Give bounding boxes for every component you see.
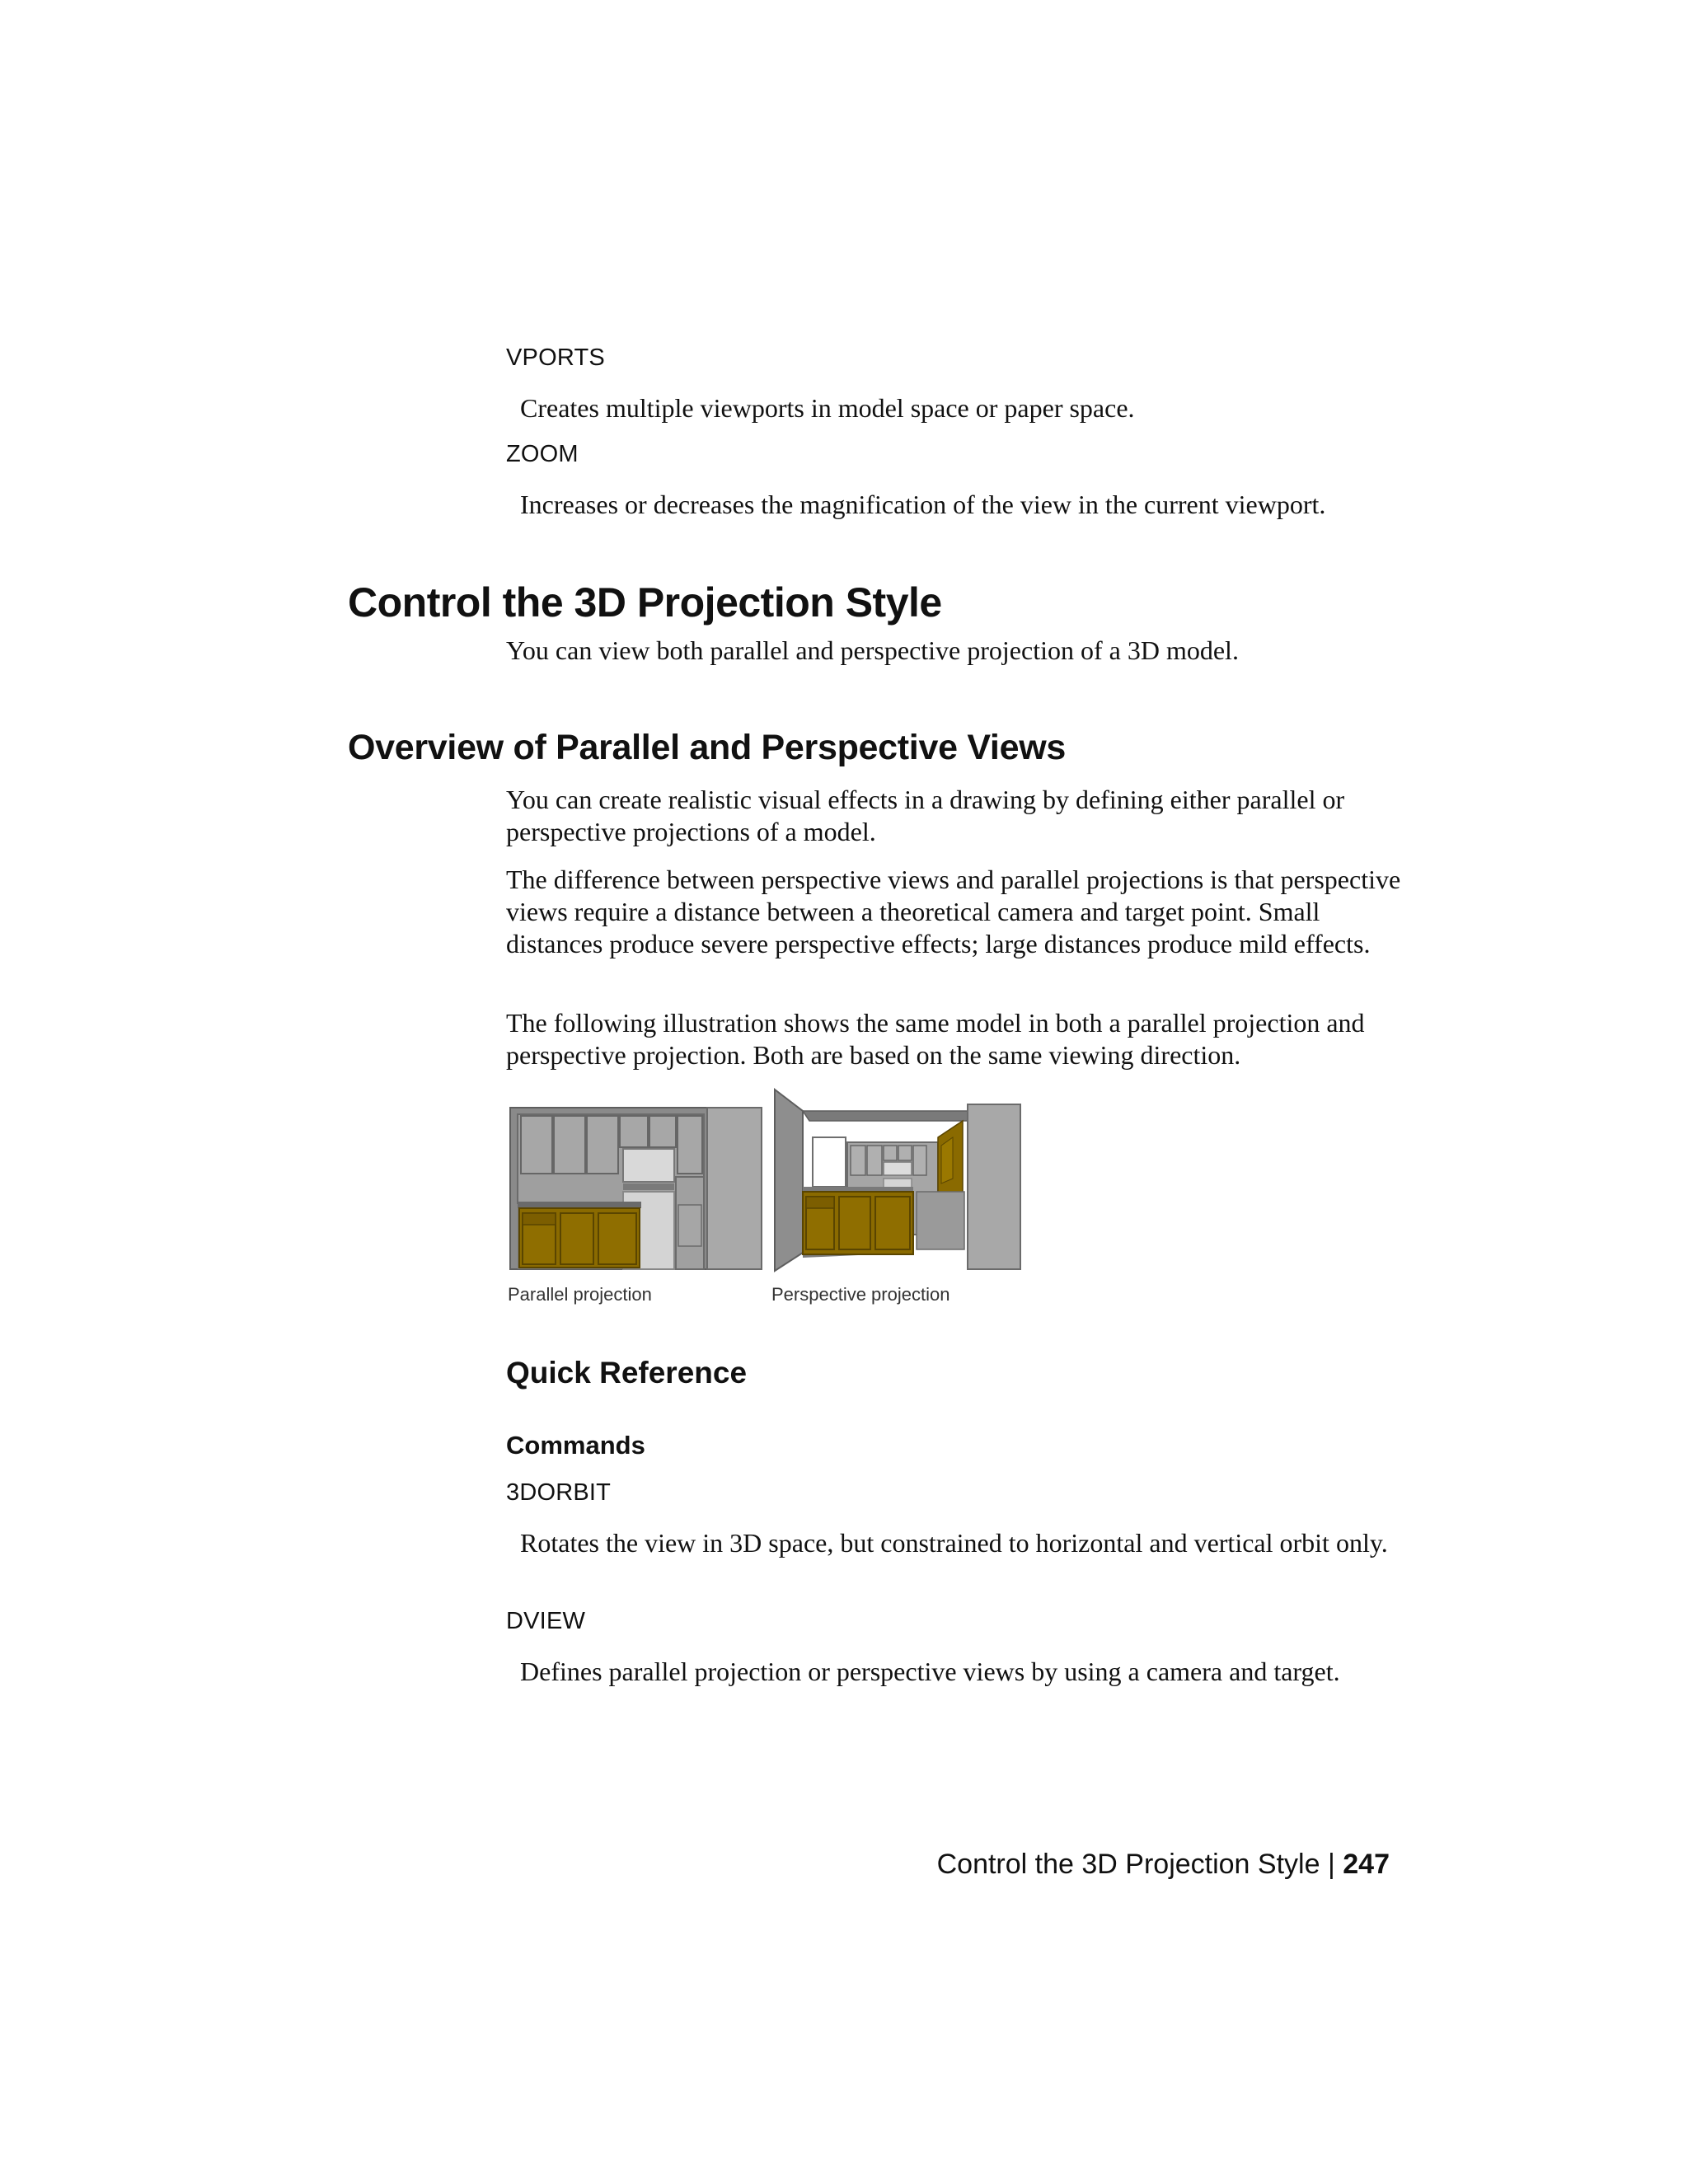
- perspective-projection-image: [773, 1088, 1025, 1274]
- subsection-title: Overview of Parallel and Perspective Views: [348, 728, 1066, 767]
- paragraph-3: The following illustration shows the same model in both a parallel projection and perspective projection. Both are based on the same viewing direction.: [506, 1008, 1365, 1070]
- command-description-zoom: Increases or decreases the magnification of the view in the current viewport.: [520, 490, 1326, 519]
- command-name-zoom: ZOOM: [506, 441, 579, 467]
- projection-figure: [506, 1088, 1025, 1306]
- command-description-vports: Creates multiple viewports in model space or paper space.: [520, 393, 1135, 423]
- paragraph-2: The difference between perspective views and parallel projections is that perspective views require a distance between a theoretical camera and target point. Small distances produce severe perspective effects; large distances produce mild effects.: [506, 865, 1401, 958]
- command-description-dview: Defines parallel projection or perspective views by using a camera and target.: [520, 1657, 1340, 1686]
- page-footer: [937, 1849, 1390, 1881]
- footer-title: Control the 3D Projection Style: [936, 1849, 1320, 1880]
- caption-parallel: Parallel projection: [508, 1284, 652, 1305]
- parallel-projection-image: [509, 1088, 763, 1274]
- footer-separator: |: [1327, 1849, 1335, 1880]
- command-description-3dorbit: Rotates the view in 3D space, but constrained to horizontal and vertical orbit only.: [520, 1528, 1388, 1558]
- command-name-vports: VPORTS: [506, 344, 605, 371]
- command-name-dview: DVIEW: [506, 1608, 586, 1634]
- caption-perspective: Perspective projection: [771, 1284, 950, 1305]
- section-intro: You can view both parallel and perspective projection of a 3D model.: [506, 635, 1239, 665]
- section-title: Control the 3D Projection Style: [348, 579, 942, 626]
- command-name-3dorbit: 3DORBIT: [506, 1479, 612, 1506]
- commands-heading: Commands: [506, 1431, 645, 1460]
- paragraph-1: You can create realistic visual effects in a drawing by defining either parallel or perspective projections of a model.: [506, 785, 1345, 846]
- page-number: 247: [1343, 1849, 1390, 1880]
- quick-reference-title: Quick Reference: [506, 1356, 748, 1390]
